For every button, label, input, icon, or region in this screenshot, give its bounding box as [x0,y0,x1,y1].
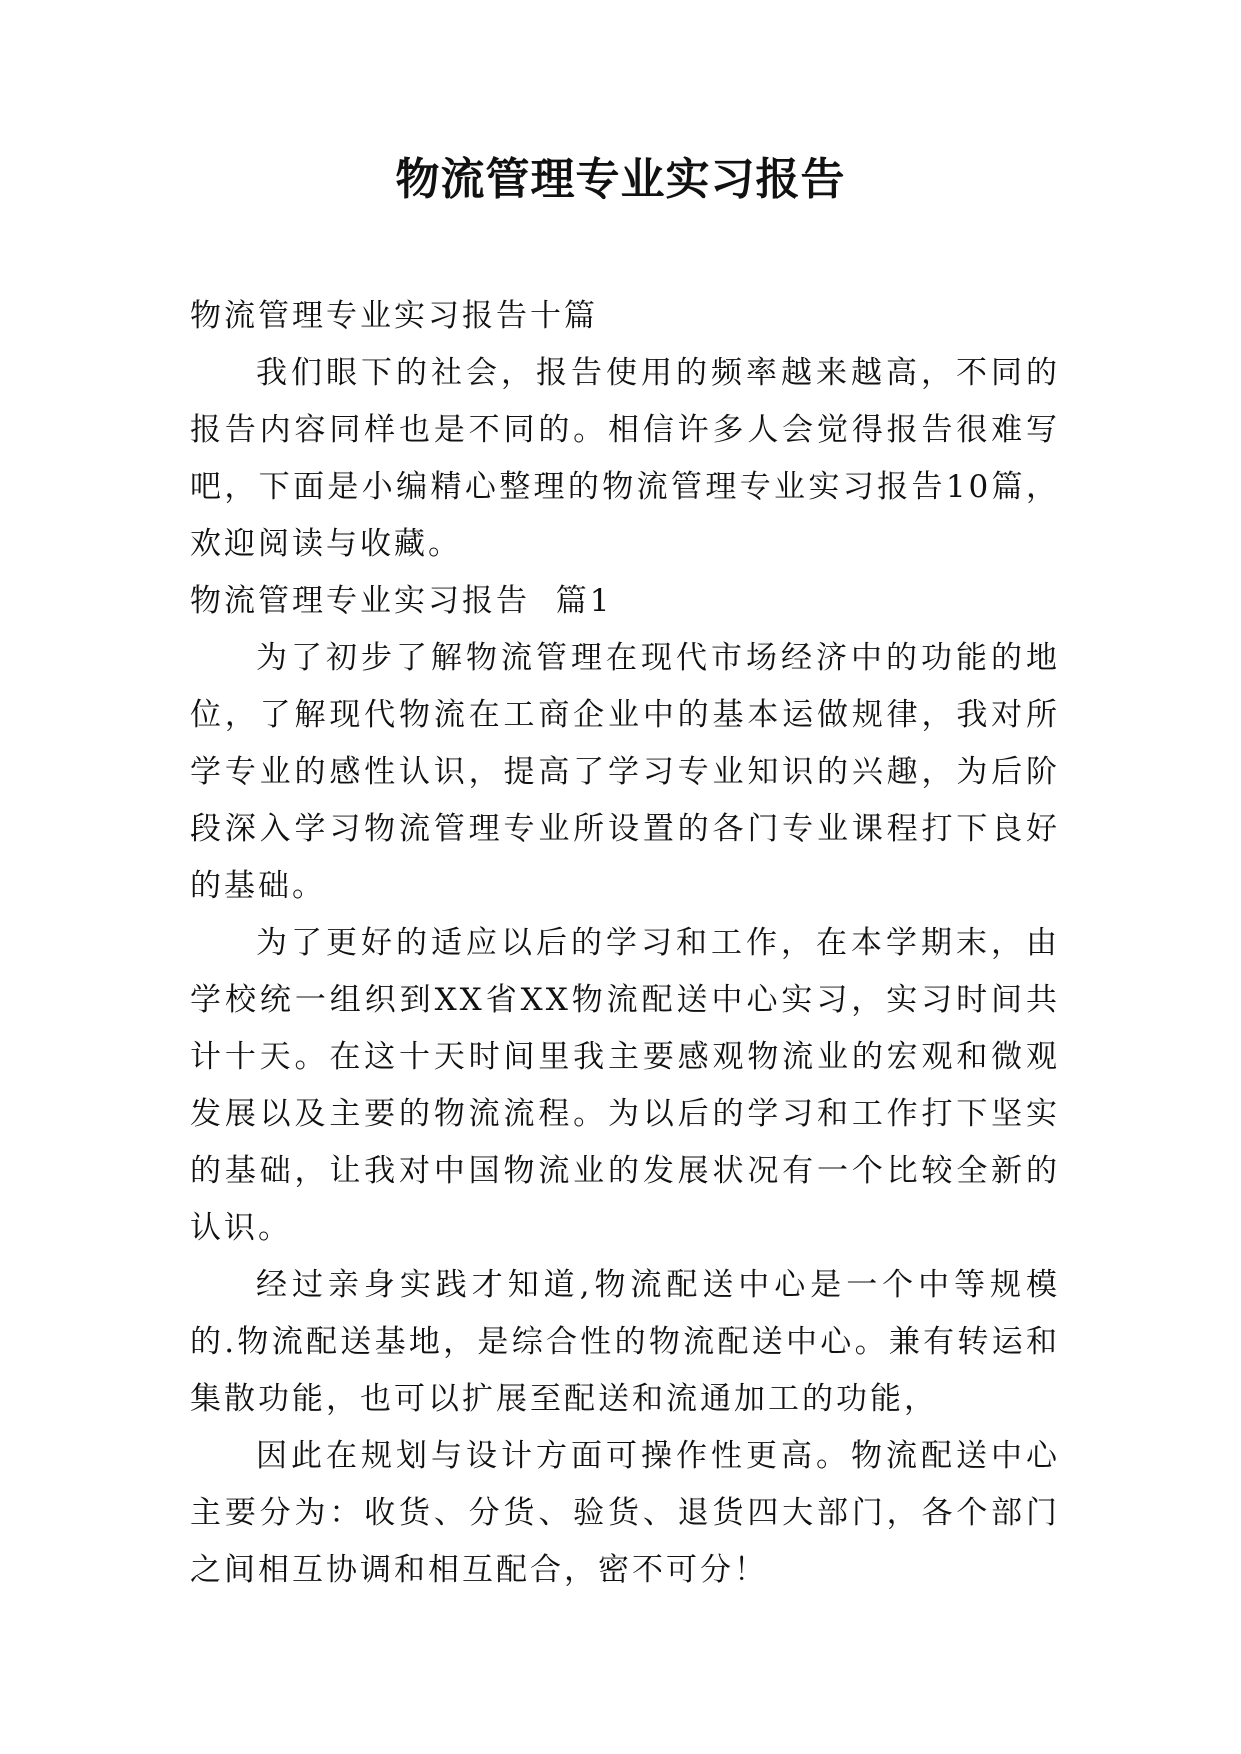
section-heading: 物流管理专业实习报告 篇1 [190,583,613,619]
document-subtitle: 物流管理专业实习报告十篇 [190,298,598,334]
intro-paragraph: 我们眼下的社会，报告使用的频率越来越高，不同的报告内容同样也是不同的。相信许多人会觉得报告很难写吧，下面是小编精心整理的物流管理专业实习报告10篇，欢迎阅读与收藏。 [190,355,1060,562]
body-paragraph-1: 为了初步了解物流管理在现代市场经济中的功能的地位，了解现代物流在工商企业中的基本运做规律，我对所学专业的感性认识，提高了学习专业知识的兴趣，为后阶段深入学习物流管理专业所设置的各门专业课程打下良好的基础。 [190,640,1060,904]
body-paragraph-2: 为了更好的适应以后的学习和工作，在本学期末，由学校统一组织到XX省XX物流配送中心实习，实习时间共计十天。在这十天时间里我主要感观物流业的宏观和微观发展以及主要的物流流程。为以后的学习和工作打下坚实的基础，让我对中国物流业的发展状况有一个比较全新的认识。 [190,925,1060,1246]
document-body [190,288,1060,1599]
body-paragraph-4: 因此在规划与设计方面可操作性更高。物流配送中心主要分为：收货、分货、验货、退货四大部门，各个部门之间相互协调和相互配合，密不可分！ [190,1438,1060,1588]
document-title: 物流管理专业实习报告 [395,154,846,205]
body-paragraph-3: 经过亲身实践才知道,物流配送中心是一个中等规模的.物流配送基地，是综合性的物流配送中心。兼有转运和集散功能，也可以扩展至配送和流通加工的功能， [190,1267,1060,1417]
